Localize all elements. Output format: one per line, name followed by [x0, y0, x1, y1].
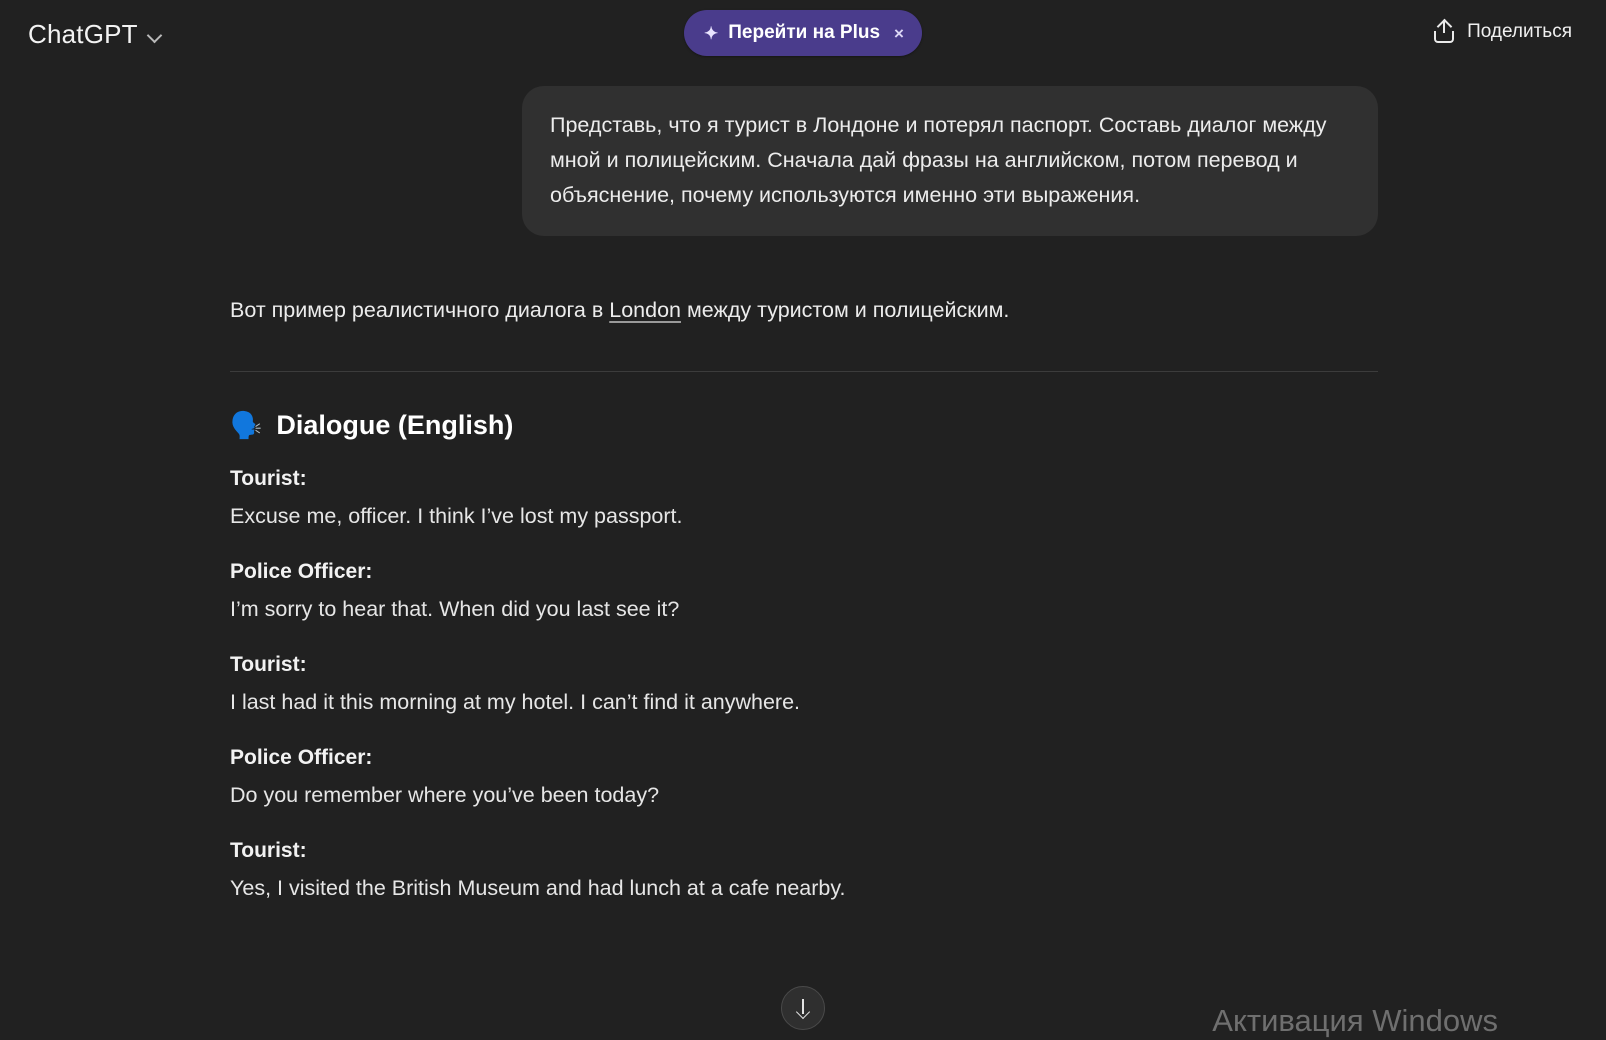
intro-text-before: Вот пример реалистичного диалога в [230, 298, 610, 323]
chevron-down-icon [148, 29, 164, 45]
sparkle-icon: ✦ [704, 23, 719, 43]
share-label: Поделиться [1467, 21, 1572, 42]
turn-text: I last had it this morning at my hotel. I can’t find it anywhere. [230, 690, 801, 715]
intro-text-after: между туристом и полицейским. [681, 298, 1010, 323]
scroll-to-bottom-button[interactable] [781, 986, 825, 1030]
turn-speaker: Tourist: [230, 653, 307, 677]
share-upload-icon [1433, 20, 1455, 44]
dialogue-turn [230, 560, 1378, 625]
brand-label: ChatGPT [28, 18, 138, 49]
arrow-down-icon [795, 999, 811, 1017]
dialogue-turn [230, 467, 1378, 532]
dialogue-turn [230, 839, 1378, 904]
dialogue-turn [230, 746, 1378, 811]
london-link[interactable]: London [609, 298, 681, 323]
top-bar [0, 0, 1606, 68]
turn-text: Yes, I visited the British Museum and had lunch at a cafe nearby. [230, 876, 846, 901]
turn-speaker: Tourist: [230, 839, 307, 863]
upgrade-label: Перейти на Plus [728, 22, 881, 43]
turn-text: Do you remember where you’ve been today? [230, 783, 660, 808]
watermark-title: Активация Windows [1212, 1002, 1498, 1038]
user-message-bubble[interactable]: Представь, что я турист в Лондоне и потерял паспорт. Составь диалог между мной и полицейским. Сначала дай фразы на английском, потом перевод и объяснение, почему используются именно эти выражения. [522, 86, 1378, 236]
message-thread [228, 68, 1378, 905]
turn-text: Excuse me, officer. I think I’ve lost my passport. [230, 503, 683, 528]
upgrade-to-plus-button[interactable] [684, 10, 922, 56]
conversation-scroll-area[interactable] [0, 68, 1606, 1040]
section-title: Dialogue (English) [276, 409, 514, 440]
dialogue-turn [230, 653, 1378, 718]
assistant-message [228, 294, 1378, 904]
user-message-row [228, 68, 1378, 236]
turn-text: I’m sorry to hear that. When did you last see it? [230, 596, 680, 621]
close-icon[interactable]: × [894, 23, 904, 43]
share-tray-shape [1434, 31, 1454, 43]
turn-speaker: Tourist: [230, 466, 307, 490]
turn-speaker: Police Officer: [230, 559, 373, 583]
assistant-intro-paragraph [230, 294, 1378, 326]
section-divider [230, 371, 1378, 372]
dialogue-section-heading [230, 410, 1378, 441]
model-switcher[interactable] [28, 19, 164, 50]
speaking-head-icon: 🗣️ [230, 410, 263, 441]
turn-speaker: Police Officer: [230, 746, 373, 770]
share-button[interactable] [1425, 14, 1580, 50]
